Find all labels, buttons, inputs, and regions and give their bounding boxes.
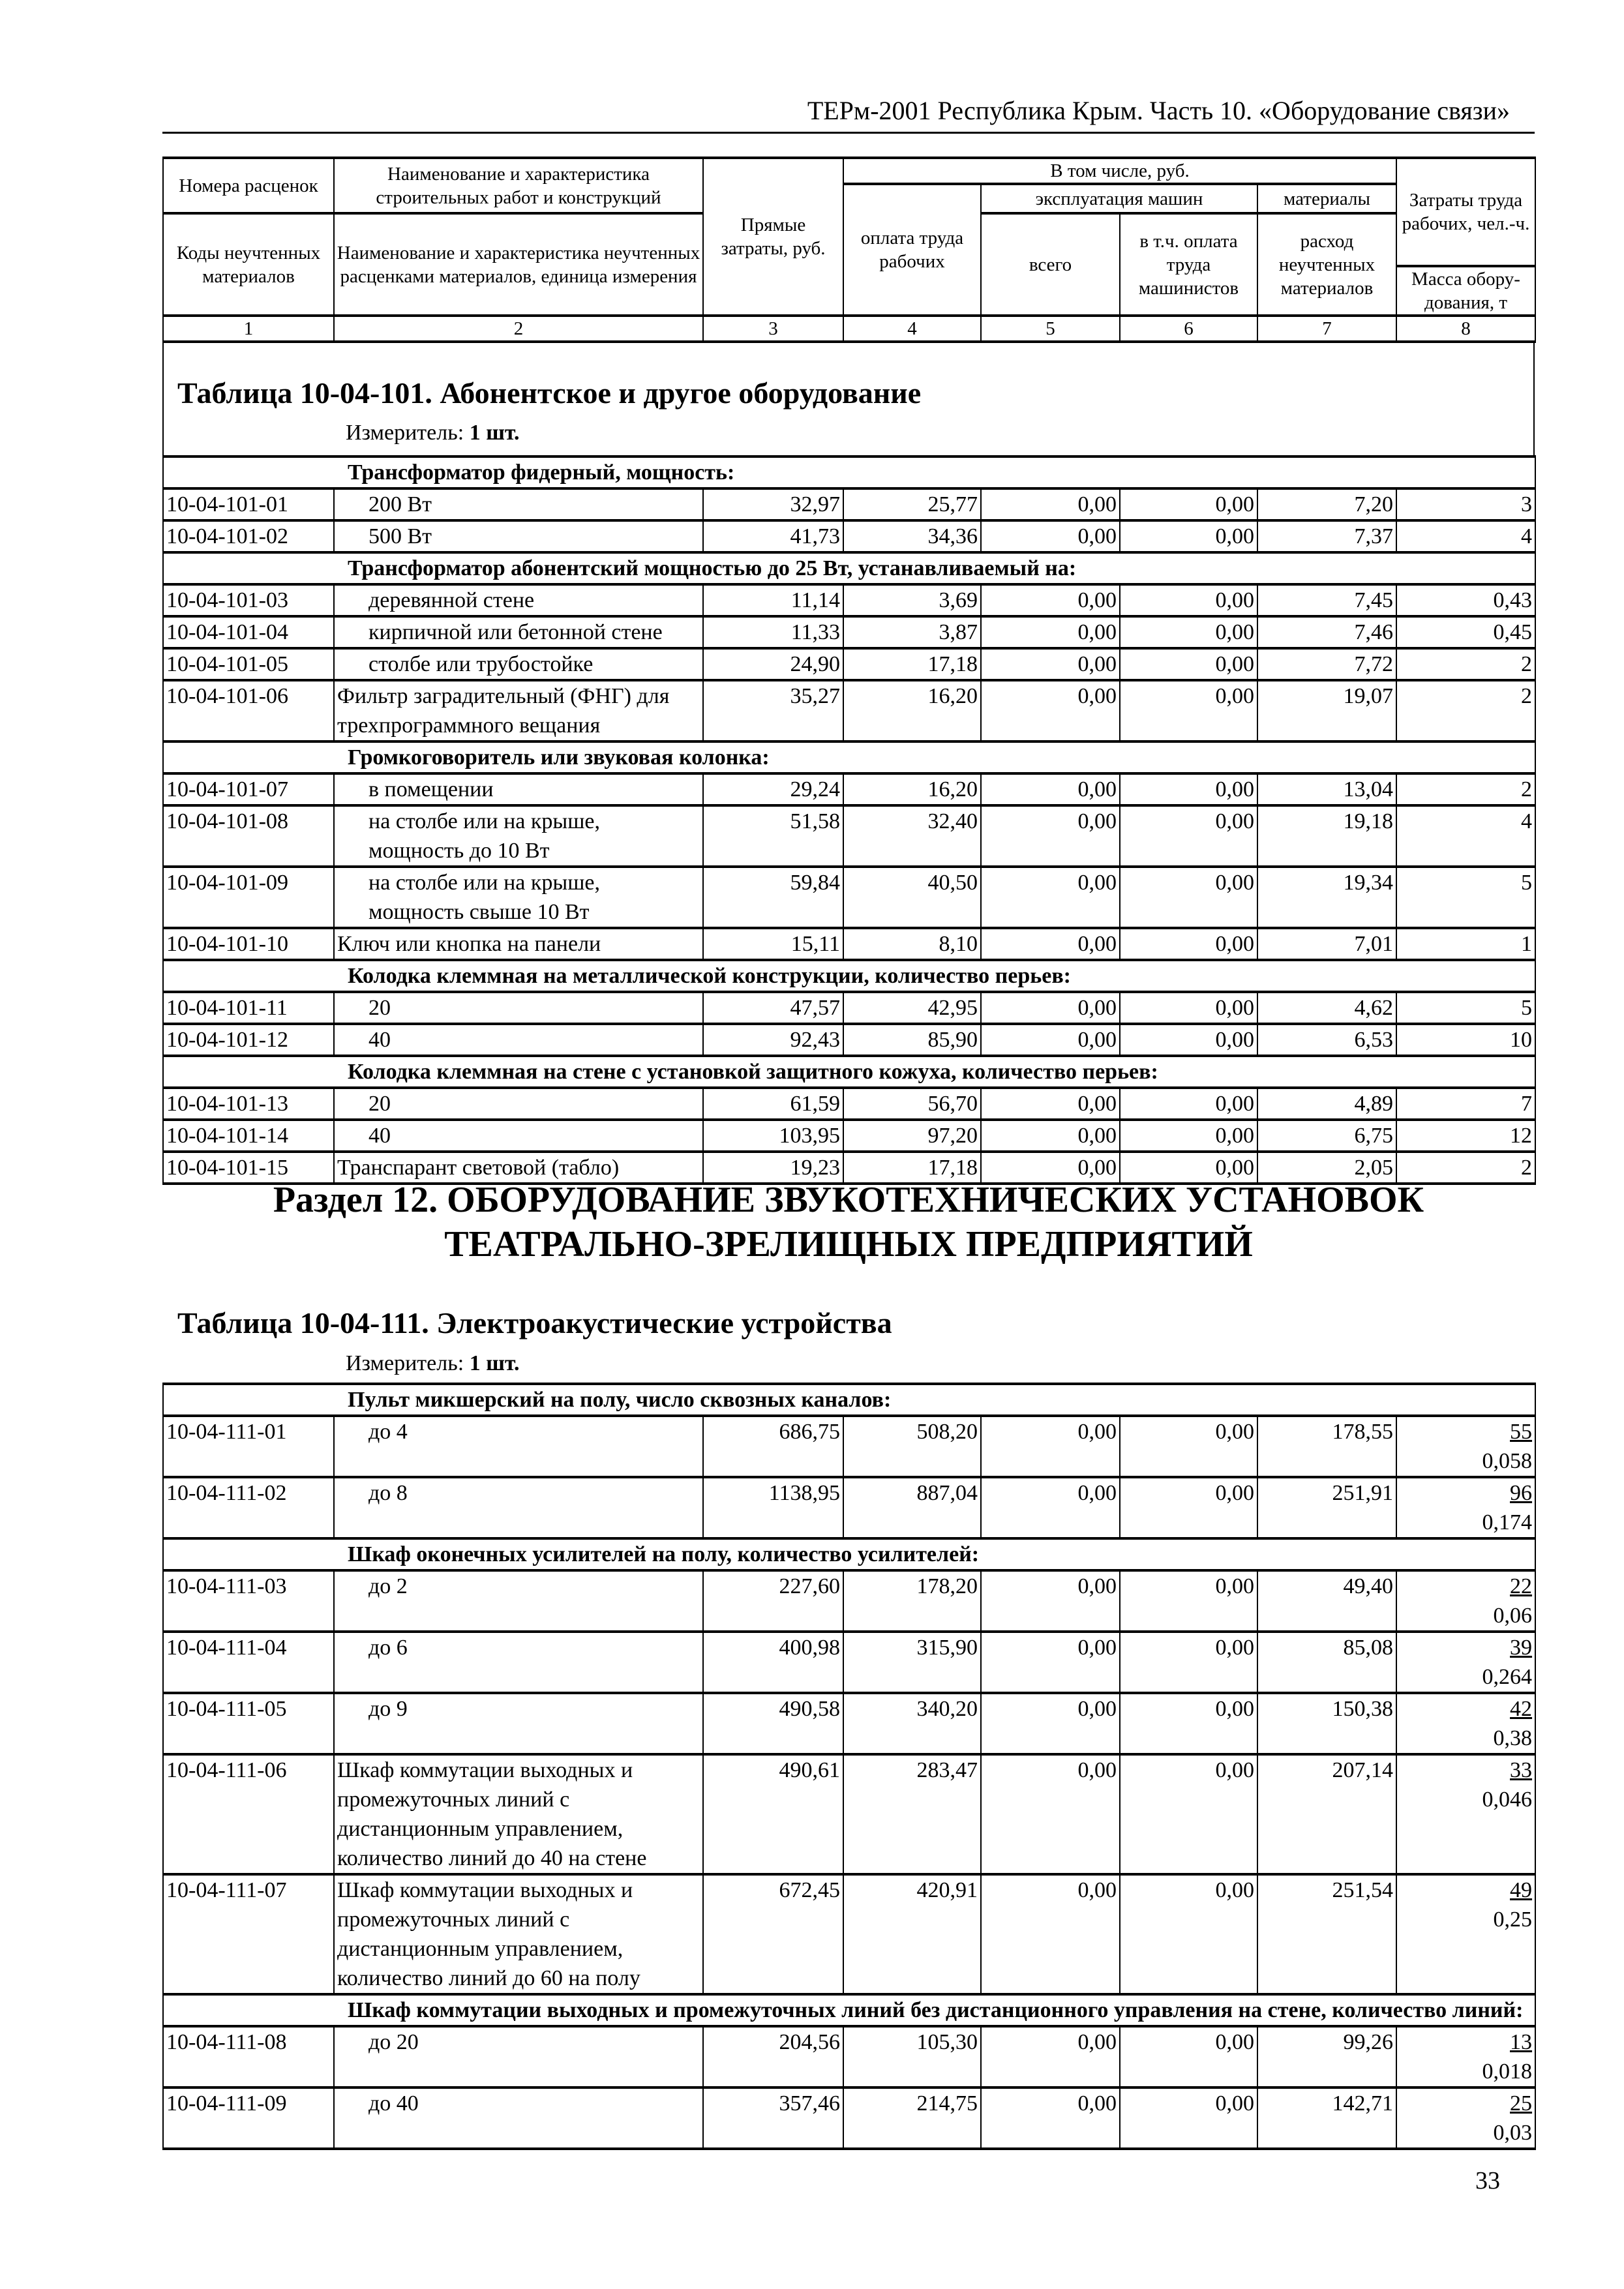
materials-cost: 7,72 — [1257, 648, 1396, 680]
measure-value: 1 шт. — [469, 421, 520, 445]
machines-total: 0,00 — [981, 584, 1120, 616]
machines-total: 0,00 — [981, 805, 1120, 867]
rate-code: 10-04-111-08 — [163, 2026, 334, 2087]
group-row — [163, 1384, 1535, 1416]
materials-cost: 7,20 — [1257, 488, 1396, 520]
group-row — [163, 1056, 1535, 1088]
labor-pay: 887,04 — [843, 1477, 981, 1538]
labor-hours: 1 — [1396, 928, 1535, 960]
labor-pay: 17,18 — [843, 1152, 981, 1184]
machines-total: 0,00 — [981, 1152, 1120, 1184]
work-name: Фильтр заградительный (ФНГ) для трехпрограммного вещания — [334, 680, 703, 741]
work-name: на столбе или на крыше, мощность до 10 Вт — [334, 805, 703, 867]
rate-code: 10-04-101-08 — [163, 805, 334, 867]
table-row — [163, 2026, 1535, 2087]
table-row — [163, 1024, 1535, 1056]
materials-cost: 19,18 — [1257, 805, 1396, 867]
column-number: 5 — [981, 316, 1120, 342]
rate-code: 10-04-101-09 — [163, 867, 334, 928]
machines-total: 0,00 — [981, 1570, 1120, 1632]
materials-cost: 7,37 — [1257, 520, 1396, 552]
equipment-mass: 0,058 — [1482, 1449, 1533, 1473]
work-name: Ключ или кнопка на панели — [334, 928, 703, 960]
table-row — [163, 773, 1535, 805]
labor-hours: 5 — [1396, 992, 1535, 1024]
materials-cost: 4,62 — [1257, 992, 1396, 1024]
table-row — [163, 616, 1535, 648]
labor-pay: 3,69 — [843, 584, 981, 616]
labor-hours: 33 — [1510, 1758, 1533, 1782]
labor-pay: 178,20 — [843, 1570, 981, 1632]
labor-hours: 10 — [1396, 1024, 1535, 1056]
labor-mass-cell — [1396, 1693, 1535, 1754]
equipment-mass: 0,174 — [1482, 1510, 1533, 1534]
machinist-pay: 0,00 — [1120, 1874, 1257, 1994]
table-row — [163, 1632, 1535, 1693]
materials-cost: 19,07 — [1257, 680, 1396, 741]
rate-code: 10-04-101-04 — [163, 616, 334, 648]
machines-total: 0,00 — [981, 488, 1120, 520]
machinist-pay: 0,00 — [1120, 867, 1257, 928]
header-c5: всего — [981, 213, 1120, 316]
rate-code: 10-04-101-06 — [163, 680, 334, 741]
labor-mass-cell — [1396, 1874, 1535, 1994]
machines-total: 0,00 — [981, 1024, 1120, 1056]
materials-cost: 7,01 — [1257, 928, 1396, 960]
labor-hours: 55 — [1510, 1420, 1533, 1444]
labor-hours: 4 — [1396, 805, 1535, 867]
labor-hours: 13 — [1510, 2030, 1533, 2054]
machines-total: 0,00 — [981, 1754, 1120, 1874]
materials-cost: 99,26 — [1257, 2026, 1396, 2087]
materials-cost: 4,89 — [1257, 1088, 1396, 1120]
machinist-pay: 0,00 — [1120, 1570, 1257, 1632]
machinist-pay: 0,00 — [1120, 773, 1257, 805]
machinist-pay: 0,00 — [1120, 805, 1257, 867]
machinist-pay: 0,00 — [1120, 992, 1257, 1024]
labor-pay: 16,20 — [843, 680, 981, 741]
work-name: 200 Вт — [334, 488, 703, 520]
labor-pay: 340,20 — [843, 1693, 981, 1754]
table-row — [163, 992, 1535, 1024]
machinist-pay: 0,00 — [1120, 928, 1257, 960]
equipment-mass: 0,38 — [1493, 1726, 1533, 1750]
machines-total: 0,00 — [981, 616, 1120, 648]
equipment-mass: 0,018 — [1482, 2059, 1533, 2084]
labor-pay: 105,30 — [843, 2026, 981, 2087]
work-name: на столбе или на крыше, мощность свыше 10 Вт — [334, 867, 703, 928]
rate-code: 10-04-101-07 — [163, 773, 334, 805]
materials-cost: 142,71 — [1257, 2087, 1396, 2149]
labor-mass-cell — [1396, 1477, 1535, 1538]
labor-pay: 3,87 — [843, 616, 981, 648]
labor-mass-cell — [1396, 1754, 1535, 1874]
header-c8-top: Затраты труда рабочих, чел.-ч. — [1396, 158, 1535, 266]
rate-code: 10-04-111-01 — [163, 1416, 334, 1477]
direct-cost: 29,24 — [703, 773, 843, 805]
machines-total: 0,00 — [981, 680, 1120, 741]
labor-pay: 214,75 — [843, 2087, 981, 2149]
table-row — [163, 584, 1535, 616]
table-row — [163, 1477, 1535, 1538]
rate-code: 10-04-101-03 — [163, 584, 334, 616]
work-name: 20 — [334, 992, 703, 1024]
table-row — [163, 1120, 1535, 1152]
table-row — [163, 867, 1535, 928]
machinist-pay: 0,00 — [1120, 488, 1257, 520]
table-row — [163, 1754, 1535, 1874]
header-c7: расход неучтенных материалов — [1257, 213, 1396, 316]
group-row — [163, 960, 1535, 992]
machines-total: 0,00 — [981, 2026, 1120, 2087]
machinist-pay: 0,00 — [1120, 584, 1257, 616]
machinist-pay: 0,00 — [1120, 1120, 1257, 1152]
rate-code: 10-04-111-07 — [163, 1874, 334, 1994]
rate-code: 10-04-111-05 — [163, 1693, 334, 1754]
table2-measure — [346, 1351, 520, 1376]
group-heading: Трансформатор фидерный, мощность: — [163, 456, 1535, 488]
direct-cost: 51,58 — [703, 805, 843, 867]
labor-pay: 40,50 — [843, 867, 981, 928]
section-title-line2: ТЕАТРАЛЬНО-ЗРЕЛИЩНЫХ ПРЕДПРИЯТИЙ — [444, 1224, 1253, 1264]
materials-cost: 85,08 — [1257, 1632, 1396, 1693]
table1 — [162, 455, 1536, 1185]
work-name: кирпичной или бетонной стене — [334, 616, 703, 648]
table1-measure — [346, 421, 520, 445]
direct-cost: 103,95 — [703, 1120, 843, 1152]
labor-hours: 25 — [1510, 2091, 1533, 2116]
work-name: в помещении — [334, 773, 703, 805]
materials-cost: 207,14 — [1257, 1754, 1396, 1874]
materials-cost: 19,34 — [1257, 867, 1396, 928]
header-c2-top: Наименование и характеристика строительных работ и конструкций — [334, 158, 703, 213]
header-c1-bottom: Коды неучтенных материалов — [163, 213, 334, 316]
group-row — [163, 456, 1535, 488]
table2-title: Таблица 10-04-111. Электроакустические устройства — [177, 1306, 892, 1339]
direct-cost: 204,56 — [703, 2026, 843, 2087]
measure-label: Измеритель: — [346, 421, 464, 445]
work-name: до 4 — [334, 1416, 703, 1477]
direct-cost: 357,46 — [703, 2087, 843, 2149]
table-row — [163, 1570, 1535, 1632]
direct-cost: 61,59 — [703, 1088, 843, 1120]
equipment-mass: 0,25 — [1493, 1908, 1533, 1932]
machinist-pay: 0,00 — [1120, 2087, 1257, 2149]
table-row — [163, 648, 1535, 680]
column-number: 6 — [1120, 316, 1257, 342]
machinist-pay: 0,00 — [1120, 616, 1257, 648]
labor-hours: 22 — [1510, 1574, 1533, 1598]
header-c6: в т.ч. оплата труда машинистов — [1120, 213, 1257, 316]
machinist-pay: 0,00 — [1120, 1024, 1257, 1056]
rate-code: 10-04-111-09 — [163, 2087, 334, 2149]
labor-hours: 0,43 — [1396, 584, 1535, 616]
equipment-mass: 0,06 — [1493, 1604, 1533, 1628]
labor-hours: 39 — [1510, 1636, 1533, 1660]
machinist-pay: 0,00 — [1120, 1152, 1257, 1184]
materials-cost: 7,46 — [1257, 616, 1396, 648]
materials-cost: 2,05 — [1257, 1152, 1396, 1184]
work-name: 40 — [334, 1024, 703, 1056]
direct-cost: 59,84 — [703, 867, 843, 928]
work-name: до 8 — [334, 1477, 703, 1538]
direct-cost: 92,43 — [703, 1024, 843, 1056]
labor-pay: 32,40 — [843, 805, 981, 867]
labor-pay: 34,36 — [843, 520, 981, 552]
machines-total: 0,00 — [981, 773, 1120, 805]
work-name: до 20 — [334, 2026, 703, 2087]
labor-hours: 42 — [1510, 1697, 1533, 1721]
labor-pay: 283,47 — [843, 1754, 981, 1874]
column-number: 1 — [163, 316, 334, 342]
column-number: 4 — [843, 316, 981, 342]
machinist-pay: 0,00 — [1120, 648, 1257, 680]
direct-cost: 11,33 — [703, 616, 843, 648]
table-row — [163, 1693, 1535, 1754]
rate-code: 10-04-101-12 — [163, 1024, 334, 1056]
labor-pay: 16,20 — [843, 773, 981, 805]
machinist-pay: 0,00 — [1120, 1693, 1257, 1754]
table-row — [163, 928, 1535, 960]
labor-hours: 4 — [1396, 520, 1535, 552]
materials-cost: 6,53 — [1257, 1024, 1396, 1056]
machines-total: 0,00 — [981, 1416, 1120, 1477]
direct-cost: 686,75 — [703, 1416, 843, 1477]
measure-value: 1 шт. — [469, 1351, 520, 1375]
rate-code: 10-04-111-06 — [163, 1754, 334, 1874]
direct-cost: 15,11 — [703, 928, 843, 960]
header-c8-bottom: Масса обору-дования, т — [1396, 266, 1535, 316]
direct-cost: 672,45 — [703, 1874, 843, 1994]
machinist-pay: 0,00 — [1120, 1754, 1257, 1874]
materials-cost: 251,54 — [1257, 1874, 1396, 1994]
rate-code: 10-04-101-14 — [163, 1120, 334, 1152]
labor-pay: 56,70 — [843, 1088, 981, 1120]
column-number: 7 — [1257, 316, 1396, 342]
table-row — [163, 520, 1535, 552]
header-c2-bottom: Наименование и характеристика неучтенных расценками материалов, единица измерения — [334, 213, 703, 316]
labor-pay: 508,20 — [843, 1416, 981, 1477]
labor-pay: 315,90 — [843, 1632, 981, 1693]
materials-cost: 7,45 — [1257, 584, 1396, 616]
header-machines: эксплуатация машин — [981, 184, 1257, 213]
machinist-pay: 0,00 — [1120, 520, 1257, 552]
measure-label: Измеритель: — [346, 1351, 464, 1375]
column-number: 2 — [334, 316, 703, 342]
labor-hours: 96 — [1510, 1481, 1533, 1505]
labor-hours: 2 — [1396, 1152, 1535, 1184]
machinist-pay: 0,00 — [1120, 1416, 1257, 1477]
machines-total: 0,00 — [981, 1693, 1120, 1754]
work-name: до 40 — [334, 2087, 703, 2149]
work-name: до 2 — [334, 1570, 703, 1632]
direct-cost: 11,14 — [703, 584, 843, 616]
running-head: ТЕРм-2001 Республика Крым. Часть 10. «Оборудование связи» — [807, 96, 1510, 125]
labor-hours: 7 — [1396, 1088, 1535, 1120]
frame-left — [162, 342, 164, 456]
labor-hours: 2 — [1396, 773, 1535, 805]
direct-cost: 400,98 — [703, 1632, 843, 1693]
column-header-table — [162, 157, 1536, 343]
direct-cost: 24,90 — [703, 648, 843, 680]
direct-cost: 32,97 — [703, 488, 843, 520]
group-heading: Шкаф оконечных усилителей на полу, количество усилителей: — [163, 1538, 1535, 1570]
machines-total: 0,00 — [981, 867, 1120, 928]
machines-total: 0,00 — [981, 1632, 1120, 1693]
machinist-pay: 0,00 — [1120, 1088, 1257, 1120]
machines-total: 0,00 — [981, 648, 1120, 680]
group-heading: Трансформатор абонентский мощностью до 25 Вт, устанавливаемый на: — [163, 552, 1535, 584]
machines-total: 0,00 — [981, 1088, 1120, 1120]
direct-cost: 227,60 — [703, 1570, 843, 1632]
group-heading: Пульт микшерский на полу, число сквозных каналов: — [163, 1384, 1535, 1416]
machines-total: 0,00 — [981, 1477, 1120, 1538]
rate-code: 10-04-101-11 — [163, 992, 334, 1024]
labor-mass-cell — [1396, 1632, 1535, 1693]
column-number: 3 — [703, 316, 843, 342]
direct-cost: 35,27 — [703, 680, 843, 741]
header-rule — [162, 132, 1535, 134]
labor-pay: 42,95 — [843, 992, 981, 1024]
materials-cost: 6,75 — [1257, 1120, 1396, 1152]
header-materials: материалы — [1257, 184, 1396, 213]
labor-hours: 49 — [1510, 1878, 1533, 1902]
machines-total: 0,00 — [981, 1874, 1120, 1994]
group-heading: Колодка клеммная на стене с установкой защитного кожуха, количество перьев: — [163, 1056, 1535, 1088]
table-row — [163, 680, 1535, 741]
rate-code: 10-04-111-02 — [163, 1477, 334, 1538]
section-title-line1: Раздел 12. ОБОРУДОВАНИЕ ЗВУКОТЕХНИЧЕСКИХ УСТАНОВОК — [273, 1180, 1424, 1220]
machines-total: 0,00 — [981, 1120, 1120, 1152]
direct-cost: 41,73 — [703, 520, 843, 552]
group-row — [163, 552, 1535, 584]
rate-code: 10-04-101-15 — [163, 1152, 334, 1184]
column-number: 8 — [1396, 316, 1535, 342]
work-name: столбе или трубостойке — [334, 648, 703, 680]
rate-code: 10-04-111-03 — [163, 1570, 334, 1632]
group-heading: Громкоговоритель или звуковая колонка: — [163, 741, 1535, 773]
labor-mass-cell — [1396, 2087, 1535, 2149]
labor-hours: 5 — [1396, 867, 1535, 928]
group-heading: Колодка клеммная на металлической конструкции, количество перьев: — [163, 960, 1535, 992]
equipment-mass: 0,046 — [1482, 1788, 1533, 1812]
labor-pay: 420,91 — [843, 1874, 981, 1994]
materials-cost: 178,55 — [1257, 1416, 1396, 1477]
work-name: деревянной стене — [334, 584, 703, 616]
header-c4: оплата труда рабочих — [843, 184, 981, 316]
labor-pay: 17,18 — [843, 648, 981, 680]
work-name: 20 — [334, 1088, 703, 1120]
table-row — [163, 1416, 1535, 1477]
rate-code: 10-04-101-01 — [163, 488, 334, 520]
header-including: В том числе, руб. — [843, 158, 1396, 184]
equipment-mass: 0,03 — [1493, 2121, 1533, 2145]
work-name: Транспарант световой (табло) — [334, 1152, 703, 1184]
header-c3: Прямые затраты, руб. — [703, 158, 843, 316]
group-row — [163, 1538, 1535, 1570]
table1-title: Таблица 10-04-101. Абонентское и другое оборудование — [177, 376, 922, 410]
section-title — [162, 1178, 1535, 1266]
rate-code: 10-04-101-13 — [163, 1088, 334, 1120]
machines-total: 0,00 — [981, 992, 1120, 1024]
table-row — [163, 805, 1535, 867]
direct-cost: 1138,95 — [703, 1477, 843, 1538]
labor-hours: 2 — [1396, 680, 1535, 741]
table-row — [163, 2087, 1535, 2149]
direct-cost: 19,23 — [703, 1152, 843, 1184]
frame-right — [1533, 342, 1535, 456]
group-heading: Шкаф коммутации выходных и промежуточных линий без дистанционного управления на стене, количество линий: — [163, 1994, 1535, 2026]
table-row — [163, 1874, 1535, 1994]
labor-pay: 8,10 — [843, 928, 981, 960]
materials-cost: 13,04 — [1257, 773, 1396, 805]
machines-total: 0,00 — [981, 520, 1120, 552]
rate-code: 10-04-101-05 — [163, 648, 334, 680]
table2 — [162, 1383, 1536, 2150]
labor-pay: 97,20 — [843, 1120, 981, 1152]
rate-code: 10-04-101-10 — [163, 928, 334, 960]
labor-hours: 0,45 — [1396, 616, 1535, 648]
labor-mass-cell — [1396, 1416, 1535, 1477]
machinist-pay: 0,00 — [1120, 1477, 1257, 1538]
table-row — [163, 488, 1535, 520]
labor-mass-cell — [1396, 1570, 1535, 1632]
direct-cost: 490,58 — [703, 1693, 843, 1754]
work-name: 500 Вт — [334, 520, 703, 552]
machines-total: 0,00 — [981, 2087, 1120, 2149]
equipment-mass: 0,264 — [1482, 1665, 1533, 1689]
machinist-pay: 0,00 — [1120, 2026, 1257, 2087]
labor-pay: 85,90 — [843, 1024, 981, 1056]
group-row — [163, 741, 1535, 773]
labor-pay: 25,77 — [843, 488, 981, 520]
machinist-pay: 0,00 — [1120, 680, 1257, 741]
machines-total: 0,00 — [981, 928, 1120, 960]
labor-hours: 12 — [1396, 1120, 1535, 1152]
work-name: Шкаф коммутации выходных и промежуточных линий с дистанционным управлением, количество линий до 60 на полу — [334, 1874, 703, 1994]
labor-hours: 2 — [1396, 648, 1535, 680]
materials-cost: 49,40 — [1257, 1570, 1396, 1632]
header-c1-top: Номера расценок — [163, 158, 334, 213]
work-name: 40 — [334, 1120, 703, 1152]
materials-cost: 251,91 — [1257, 1477, 1396, 1538]
direct-cost: 490,61 — [703, 1754, 843, 1874]
rate-code: 10-04-111-04 — [163, 1632, 334, 1693]
direct-cost: 47,57 — [703, 992, 843, 1024]
labor-mass-cell — [1396, 2026, 1535, 2087]
page-number: 33 — [1475, 2167, 1500, 2194]
labor-hours: 3 — [1396, 488, 1535, 520]
machinist-pay: 0,00 — [1120, 1632, 1257, 1693]
group-row — [163, 1994, 1535, 2026]
rate-code: 10-04-101-02 — [163, 520, 334, 552]
work-name: до 9 — [334, 1693, 703, 1754]
work-name: Шкаф коммутации выходных и промежуточных линий с дистанционным управлением, количество линий до 40 на стене — [334, 1754, 703, 1874]
table-row — [163, 1088, 1535, 1120]
work-name: до 6 — [334, 1632, 703, 1693]
materials-cost: 150,38 — [1257, 1693, 1396, 1754]
